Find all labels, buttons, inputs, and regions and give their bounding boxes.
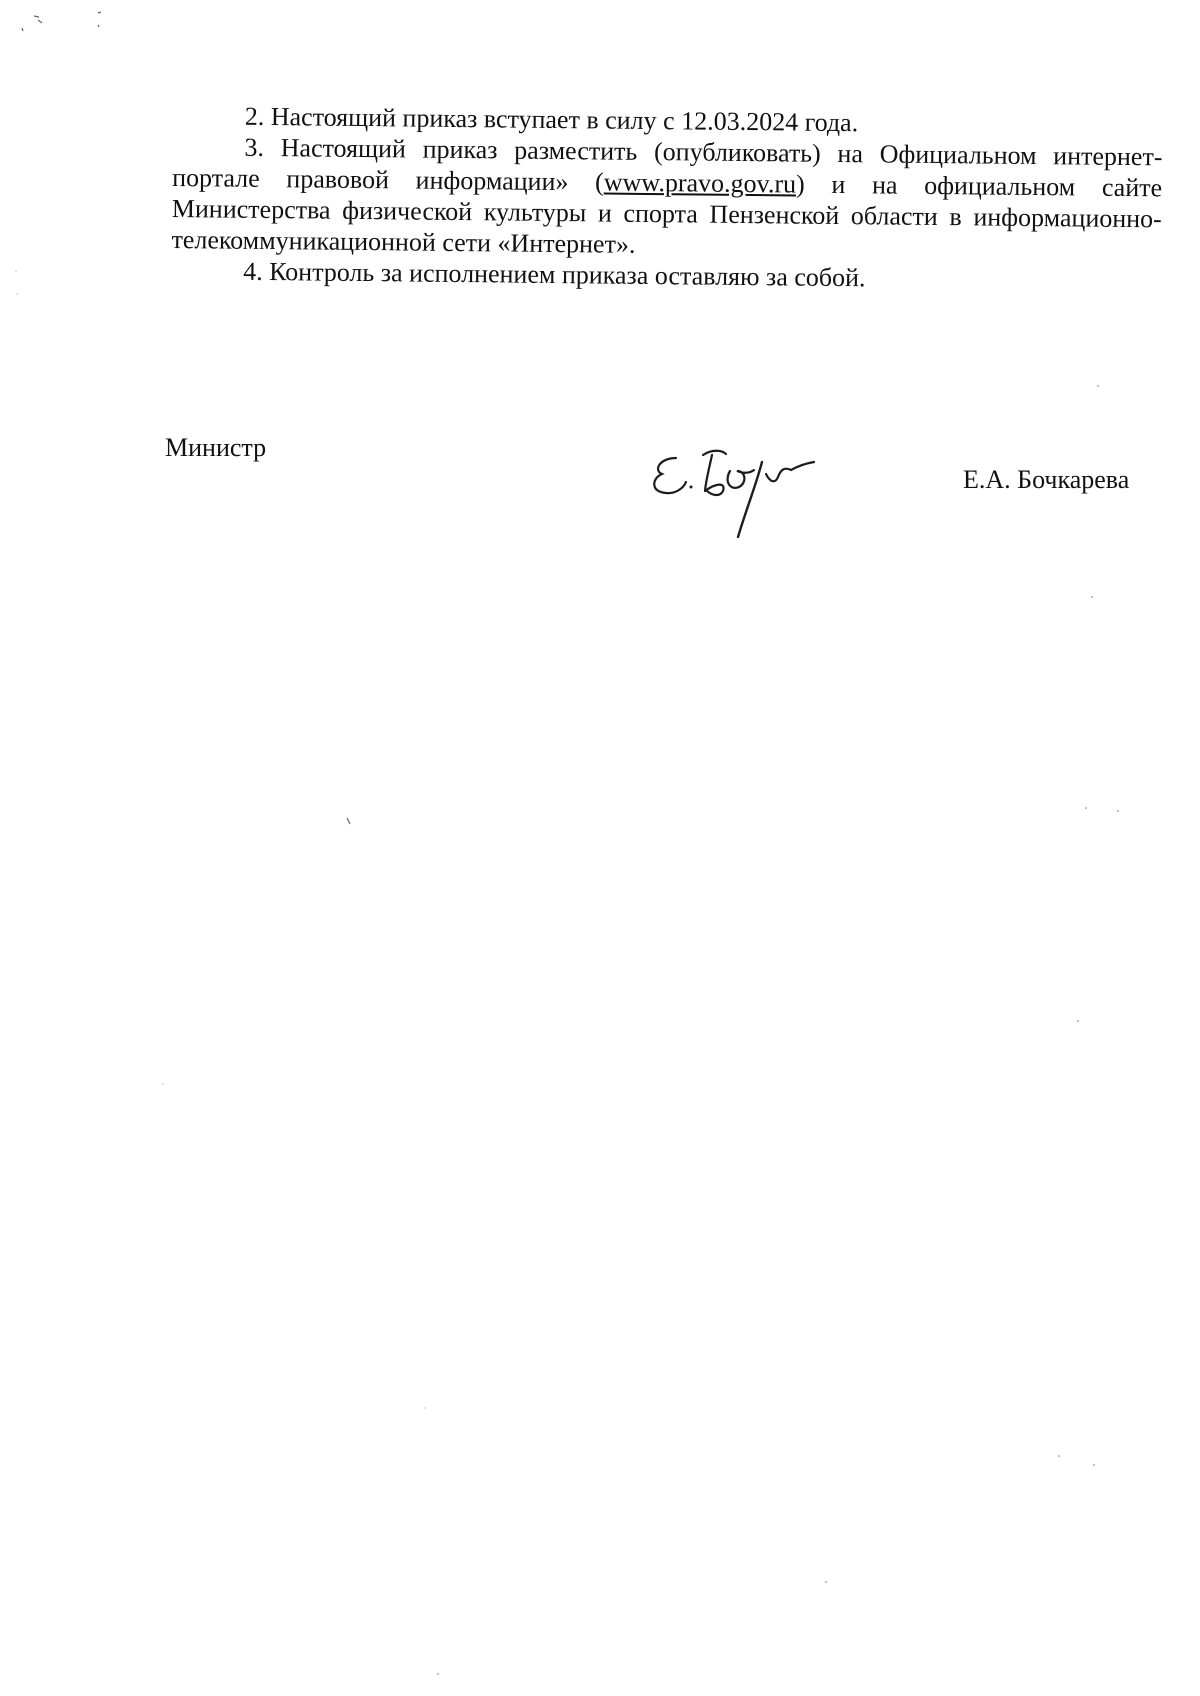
signer-name: Е.А. Бочкарева <box>963 465 1130 494</box>
order-text <box>171 100 1163 296</box>
paragraph-3 <box>171 131 1162 265</box>
paragraph-3-text: 3. Настоящий приказ разместить (опубликовать) на Официальном интернет-портале правовой информации» ( <box>172 132 1163 197</box>
signer-role: Министр <box>165 433 267 462</box>
pravo-link: www.pravo.gov.ru <box>603 167 797 199</box>
paragraph-3-text-end: ) и на официальном сайте Министерства физической культуры и спорта Пензенской области в информационно-телекоммуникационной сети «Интернет». <box>171 169 1163 259</box>
paragraph-2: 2. Настоящий приказ вступает в силу с 12.03.2024 года. <box>244 101 859 138</box>
paragraph-4: 4. Контроль за исполнением приказа оставляю за собой. <box>243 256 866 293</box>
handwritten-signature <box>648 440 820 550</box>
